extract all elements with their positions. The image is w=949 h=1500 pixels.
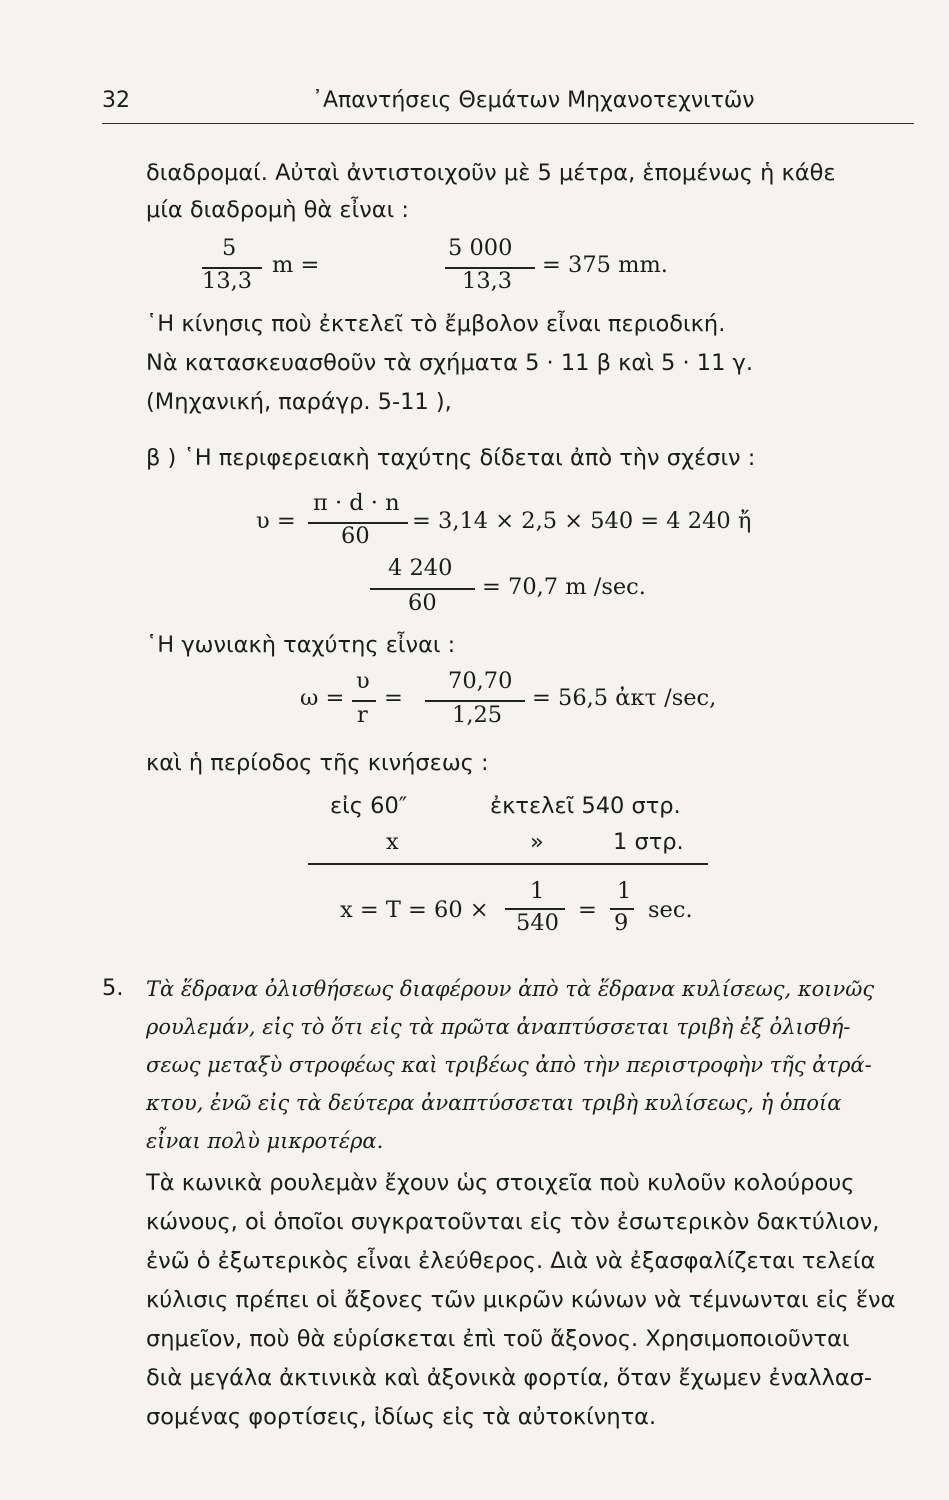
eq5-equals: = — [578, 897, 597, 923]
eq4-denominator-1: r — [357, 702, 368, 728]
eq1-denominator-2: 13,3 — [462, 268, 513, 294]
text-line: κώνους, οἱ ὁποῖοι συγκρατοῦνται εἰς τὸν ἐσωτερικὸν δακτύλιον, — [146, 1209, 880, 1235]
italic-line: κτου, ἐνῶ εἰς τὰ δεύτερα ἀναπτύσσεται τριβὴ κυλίσεως, ἡ ὁποία — [146, 1091, 842, 1115]
eq4-denominator-2: 1,25 — [452, 702, 503, 728]
text-line: διαδρομαί. Αὐταὶ ἀντιστοιχοῦν μὲ 5 μέτρα, ἑπομένως ἡ κάθε — [146, 160, 836, 186]
prop-row2-mid: » — [530, 829, 544, 855]
text-line: ῾Η γωνιακὴ ταχύτης εἶναι : — [146, 632, 456, 658]
eq5-denominator-1: 540 — [516, 910, 559, 936]
prop-row2-left: x — [386, 829, 399, 855]
eq5-numerator-2: 1 — [617, 878, 632, 904]
section-number: 5. — [102, 975, 124, 1001]
eq2-rhs: = 3,14 × 2,5 × 540 = 4 240 ἤ — [412, 508, 752, 534]
header-rule — [102, 123, 914, 124]
eq5-numerator-1: 1 — [530, 878, 545, 904]
text-line: β ) ῾Η περιφερειακὴ ταχύτης δίδεται ἀπὸ τὴν σχέσιν : — [146, 445, 756, 471]
eq3-numerator: 4 240 — [388, 555, 453, 581]
eq5-denominator-2: 9 — [614, 910, 629, 936]
text-line: ῾Η κίνησις ποὺ ἐκτελεῖ τὸ ἔμβολον εἶναι περιοδική. — [146, 311, 726, 337]
italic-line: ρουλεμάν, εἰς τὸ ὅτι εἰς τὰ πρῶτα ἀναπτύσσεται τριβὴ ἐξ ὀλισθή- — [146, 1015, 851, 1039]
eq1-result: = 375 mm. — [542, 252, 668, 278]
text-line: μία διαδρομὴ θὰ εἶναι : — [146, 197, 409, 223]
prop-row2-right: 1 στρ. — [613, 829, 684, 855]
italic-line: Τὰ ἕδρανα ὀλισθήσεως διαφέρουν ἀπὸ τὰ ἕδρανα κυλίσεως, κοινῶς — [146, 977, 875, 1001]
eq1-numerator-2: 5 000 — [448, 235, 513, 261]
text-line: Νὰ κατασκευασθοῦν τὰ σχήματα 5 · 11 β καὶ 5 · 11 γ. — [146, 350, 754, 376]
eq2-numerator: π · d · n — [313, 490, 400, 516]
eq1-denominator-1: 13,3 — [202, 268, 253, 294]
eq2-denominator: 60 — [341, 523, 370, 549]
proportion-rule — [308, 863, 708, 865]
text-line: κύλισις πρέπει οἱ ἄξονες τῶν μικρῶν κώνων νὰ τέμνωνται εἰς ἕνα — [146, 1287, 896, 1313]
eq2-lhs: υ = — [256, 508, 296, 534]
eq1-numerator-1: 5 — [222, 235, 237, 261]
eq5-unit: sec. — [648, 897, 693, 923]
eq4-equals: = — [384, 685, 403, 711]
italic-line: εἶναι πολὺ μικροτέρα. — [146, 1129, 384, 1153]
page-number: 32 — [102, 88, 130, 113]
text-line: Τὰ κωνικὰ ρουλεμὰν ἔχουν ὡς στοιχεῖα ποὺ κυλοῦν κολούρους — [146, 1170, 855, 1196]
eq1-m-equals: m = — [272, 252, 320, 278]
italic-line: σεως μεταξὺ στροφέως καὶ τριβέως ἀπὸ τὴν περιστροφὴν τῆς ἀτρά- — [146, 1053, 872, 1077]
eq4-numerator-1: υ — [356, 668, 370, 694]
prop-row1-left: εἰς 60″ — [330, 793, 408, 819]
text-line: καὶ ἡ περίοδος τῆς κινήσεως : — [146, 750, 489, 776]
text-line: ἐνῶ ὁ ἐξωτερικὸς εἶναι ἐλεύθερος. Διὰ νὰ ἐξασφαλίζεται τελεία — [146, 1248, 876, 1274]
text-line: διὰ μεγάλα ἀκτινικὰ καὶ ἀξονικὰ φορτία, ὅταν ἔχωμεν ἐναλλασ- — [146, 1365, 873, 1391]
eq5-lhs: x = T = 60 × — [340, 897, 489, 923]
text-line: (Μηχανική, παράγρ. 5-11 ), — [146, 389, 452, 415]
eq3-rhs: = 70,7 m /sec. — [482, 574, 646, 600]
text-line: σομένας φορτίσεις, ἰδίως εἰς τὰ αὐτοκίνητα. — [146, 1404, 657, 1430]
running-header: ᾿Απαντήσεις Θεμάτων Μηχανοτεχνιτῶν — [312, 88, 755, 113]
eq3-denominator: 60 — [408, 590, 437, 616]
prop-row1-right: ἐκτελεῖ 540 στρ. — [490, 793, 681, 819]
text-line: σημεῖον, ποὺ θὰ εὑρίσκεται ἐπὶ τοῦ ἄξονος. Χρησιμοποιοῦνται — [146, 1326, 850, 1352]
eq4-numerator-2: 70,70 — [448, 668, 513, 694]
eq4-lhs: ω = — [300, 685, 345, 711]
eq4-rhs: = 56,5 ἀκτ /sec, — [532, 685, 717, 711]
